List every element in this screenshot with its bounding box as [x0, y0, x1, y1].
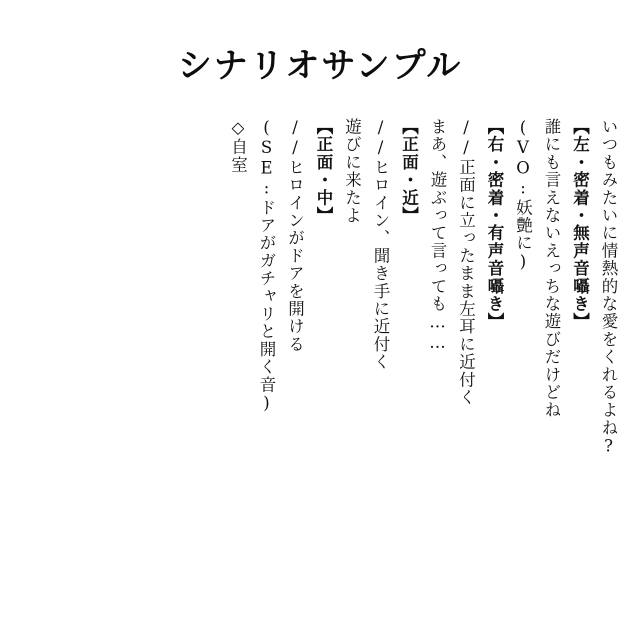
script-line-scene-heading: ◇自室 [228, 118, 248, 174]
script-line-action-stand-front-left-ear: //正面に立ったまま左耳に近付く [456, 118, 476, 407]
script-line-dialogue-passionate-love: いつもみたいに情熱的な愛をくれるよね? [599, 118, 618, 457]
script-body [217, 118, 616, 618]
script-line-vo-bewitching: (VO:妖艶に) [513, 118, 533, 273]
script-line-dialogue-well-play: まあ、遊ぶって言っても…… [428, 118, 447, 354]
script-line-cue-center-near: 【正面・近】 [399, 118, 419, 225]
script-line-action-approach-listener: //ヒロイン、聞き手に近付く [371, 118, 390, 371]
script-line-se-direction: (SE:ドアがガチャリと開く音) [257, 118, 276, 414]
script-line-cue-center-mid: 【正面・中】 [314, 118, 333, 225]
script-line-dialogue-came-to-play: 遊びに来たよ [342, 118, 362, 225]
script-line-cue-right-close-voiced-whisper: 【右・密着・有声音囁き】 [485, 118, 504, 331]
script-line-cue-left-close-unvoiced-whisper: 【左・密着・無声音囁き】 [570, 118, 590, 331]
script-line-action-heroine-opens-door: //ヒロインがドアを開ける [285, 118, 305, 354]
page-title: シナリオサンプル [177, 46, 463, 86]
script-line-dialogue-naughty-play: 誰にも言えないえっちな遊びだけどね [542, 118, 561, 419]
